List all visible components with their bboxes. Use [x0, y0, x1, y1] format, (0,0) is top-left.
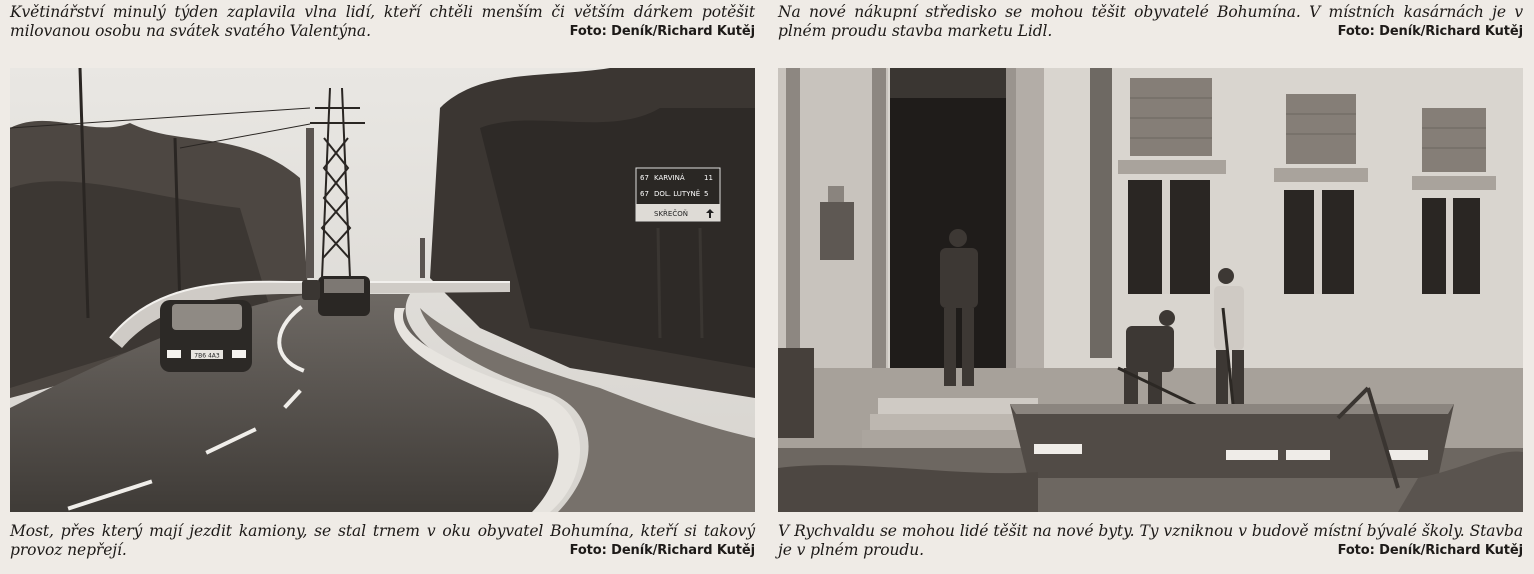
left-column: [10, 0, 755, 574]
right-column: [778, 0, 1523, 574]
photo-bridge-road: [10, 68, 755, 512]
caption-top-right: [778, 3, 1523, 41]
credit-bottom-left: Foto: Deník/Richard Kutěj: [569, 543, 755, 558]
credit-top-left: Foto: Deník/Richard Kutěj: [569, 24, 755, 39]
photo-school-building-image: [778, 68, 1523, 512]
caption-top-left-text: Květinářství minulý týden zaplavila vlna lidí, kteří chtěli menším či větším dárkem potěšit milovanou osobu na svátek svatého Valentýna.: [10, 3, 755, 40]
photo-school-building: [778, 68, 1523, 512]
photo-bridge-road-image: [10, 68, 755, 512]
caption-bottom-left-text: Most, přes který mají jezdit kamiony, se stal trnem v oku obyvatel Bohumína, kteří si takový provoz nepřejí.: [10, 522, 755, 559]
credit-top-right: Foto: Deník/Richard Kutěj: [1337, 24, 1523, 39]
caption-bottom-left: [10, 522, 755, 560]
road-sign-distance-1: 11: [704, 174, 713, 182]
caption-bottom-right-text: V Rychvaldu se mohou lidé těšit na nové byty. Ty vzniknou v budově místní bývalé školy. Stavba je v plném proudu.: [778, 522, 1523, 559]
road-sign-place-2: DOL. LUTYNĚ: [654, 190, 701, 198]
credit-bottom-right: Foto: Deník/Richard Kutěj: [1337, 543, 1523, 558]
road-sign-place-3: SKŘEČOŇ: [654, 210, 688, 218]
caption-top-right-text: Na nové nákupní středisko se mohou těšit obyvatelé Bohumína. V místních kasárnách je v plném proudu stavba marketu Lidl.: [778, 3, 1523, 40]
road-sign-route-2: 67: [640, 190, 649, 198]
caption-bottom-right: [778, 522, 1523, 560]
car-plate-text: 7B6 4A3: [194, 352, 220, 360]
road-sign-distance-2: 5: [704, 190, 709, 198]
road-sign-route-1: 67: [640, 174, 649, 182]
road-sign-place-1: KARVINÁ: [654, 174, 685, 182]
caption-top-left: [10, 3, 755, 41]
